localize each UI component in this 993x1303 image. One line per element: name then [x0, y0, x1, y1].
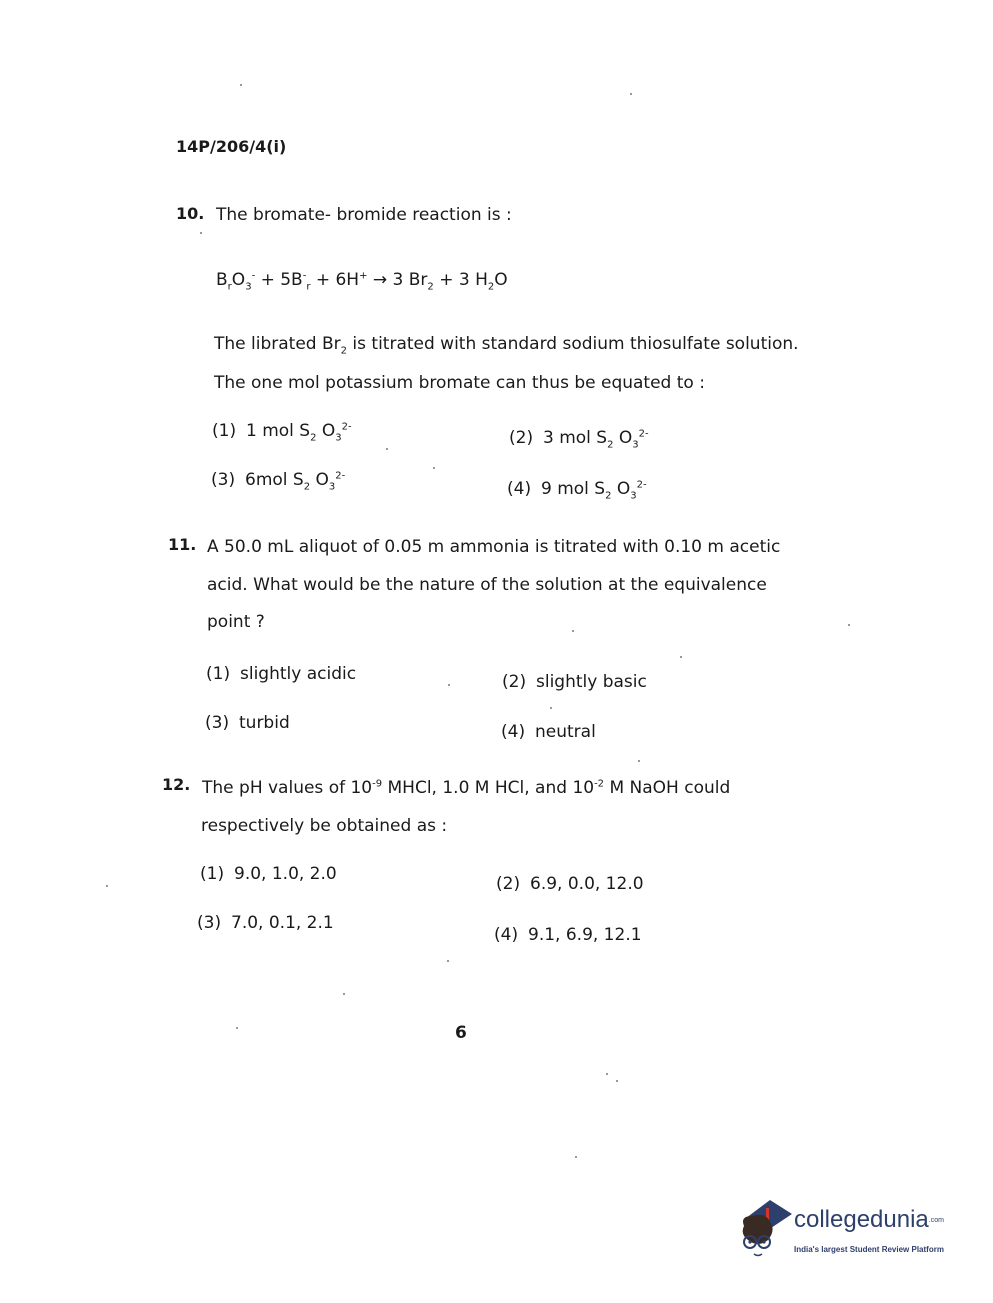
- logo-wordmark: collegedunia.com: [794, 1206, 944, 1233]
- question-line: The librated $Br_2$ is titrated with standard sodium thiosulfate solution.: [214, 334, 799, 357]
- mascot-icon: [736, 1196, 794, 1262]
- arrow-icon: →: [367, 270, 393, 290]
- question-line: acid. What would be the nature of the solution at the equivalence: [207, 575, 767, 595]
- option-1: (1) 1 mol $S_2$ $O_3^{2-}$: [212, 421, 352, 444]
- question-number: 11.: [168, 535, 197, 554]
- paper-code: 14P/206/4(i): [176, 137, 287, 156]
- reaction-equation: $B_rO_3^- + 5B^-_r + 6H^+ \to 3$ $Br_2 + 3$ $H_2O$: [216, 270, 508, 293]
- question-line: The one mol potassium bromate can thus be equated to :: [214, 373, 705, 393]
- option-2: (2) 6.9, 0.0, 12.0: [496, 874, 644, 894]
- question-number: 10.: [176, 204, 205, 223]
- option-1: (1) 9.0, 1.0, 2.0: [200, 864, 337, 884]
- question-number: 12.: [162, 775, 191, 794]
- collegedunia-logo: [736, 1196, 966, 1266]
- question-text: The bromate- bromide reaction is :: [216, 205, 512, 225]
- question-line: A 50.0 mL aliquot of 0.05 m ammonia is titrated with 0.10 m acetic: [207, 537, 781, 557]
- option-2: (2) slightly basic: [502, 672, 647, 692]
- page-number: 6: [455, 1023, 467, 1043]
- question-line: The pH values of $10^{-9}$ MHCl, 1.0 M HCl, and $10^{-2}$ M NaOH could: [202, 778, 731, 798]
- option-1: (1) slightly acidic: [206, 664, 357, 684]
- option-2: (2) 3 mol $S_2$ $O_3^{2-}$: [509, 428, 649, 451]
- option-3: (3) turbid: [205, 713, 290, 733]
- option-3: (3) 6mol $S_2$ $O_3^{2-}$: [211, 470, 346, 493]
- question-line: respectively be obtained as :: [201, 816, 448, 836]
- option-4: (4) 9.1, 6.9, 12.1: [494, 925, 642, 945]
- question-line: point ?: [207, 612, 265, 632]
- option-4: (4) 9 mol $S_2$ $O_3^{2-}$: [507, 479, 647, 502]
- logo-tagline: India's largest Student Review Platform: [794, 1245, 944, 1254]
- option-4: (4) neutral: [501, 722, 596, 742]
- option-3: (3) 7.0, 0.1, 2.1: [197, 913, 334, 933]
